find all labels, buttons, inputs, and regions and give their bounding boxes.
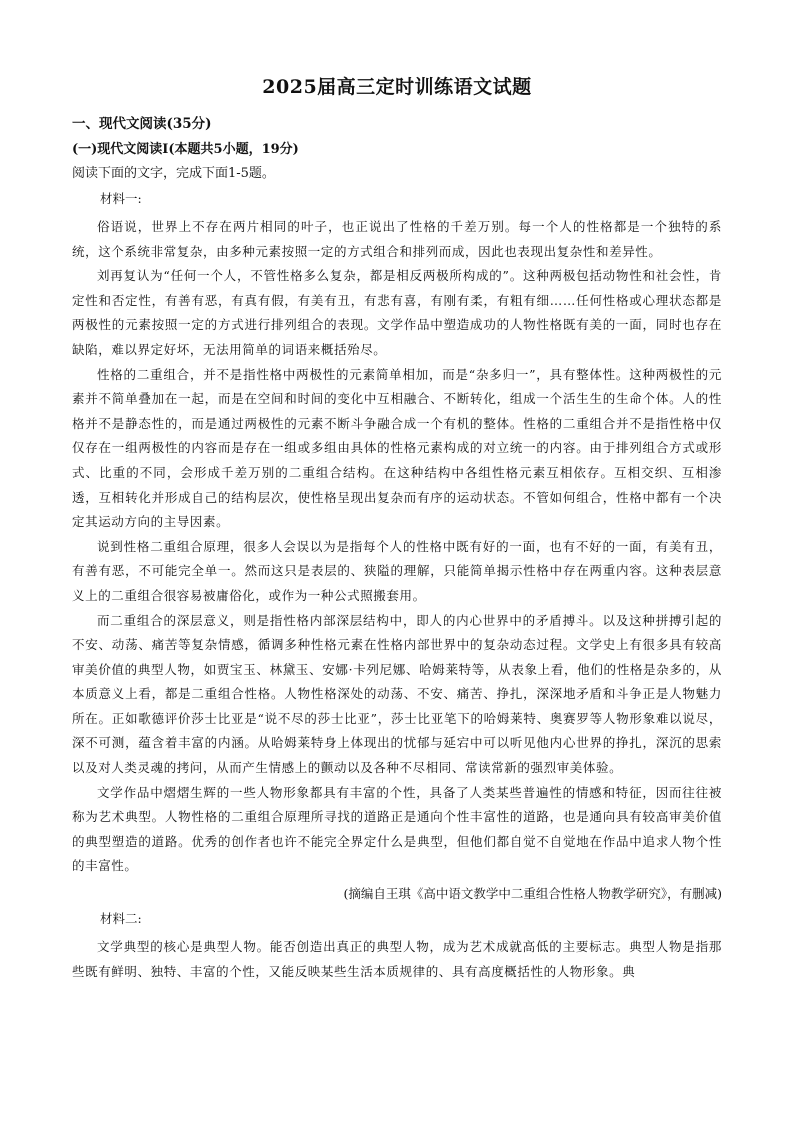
subsection-heading: (一)现代文阅读Ⅰ(本题共5小题，19分) bbox=[72, 142, 299, 157]
paragraph: 而二重组合的深层意义，则是指性格内部深层结构中，即人的内心世界中的矛盾搏斗。以及这种拼搏引起的不安、动荡、痛苦等复杂情感，循调多种性格元素在性格内部世界中的复杂动态过程。文学史上有很多具有较高审美价值的典型人物，如贾宝玉、林黛玉、安娜·卡列尼娜、哈姆莱特等，从表象上看，他们的性格是杂多的，从本质意义上看，都是二重组合性格。人物性格深处的动荡、不安、痛苦、挣扎，深深地矛盾和斗争正是人物魅力所在。正如歌德评价莎士比亚是“说不尽的莎士比亚”，莎士比亚笔下的哈姆莱特、奥赛罗等人物形象难以说尽，深不可测，蕴含着丰富的内涵。从哈姆莱特身上体现出的忧郁与延宕中可以听见他内心世界的挣扎，深沉的思索以及对人类灵魂的拷问，从而产生情感上的颤动以及各种不尽相同、常读常新的强烈审美体验。 bbox=[72, 612, 722, 776]
paragraph: 文学作品中熠熠生辉的一些人物形象都具有丰富的个性，具备了人类某些普遍性的情感和特征，因而往往被称为艺术典型。人物性格的二重组合原理所寻找的道路正是通向个性丰富性的道路，也是通向具有较高审美价值的典型塑造的道路。优秀的创作者也许不能完全界定什么是典型，但他们都自觉不自觉地在作品中追求人物个性的丰富性。 bbox=[72, 784, 722, 874]
source-citation: (摘编自王琪《高中语文教学中二重组合性格人物教学研究》，有删减) bbox=[343, 886, 722, 902]
paragraph: 刘再复认为“任何一个人，不管性格多么复杂，都是相反两极所构成的”。这种两极包括动物性和社会性，肯定性和否定性，有善有恶，有真有假，有美有丑，有悲有喜，有刚有柔，有粗有细……任何性格或心理状态都是两极性的元素按照一定的方式进行排列组合的表现。文学作品中塑造成功的人物性格既有美的一面，同时也存在缺陷，难以界定好坏，无法用简单的词语来概括殆尽。 bbox=[72, 268, 722, 357]
paragraph: 俗语说，世界上不存在两片相同的叶子，也正说出了性格的千差万别。每一个人的性格都是一个独特的系统，这个系统非常复杂，由多种元素按照一定的方式组合和排列而成，因此也表现出复杂性和差异性。 bbox=[72, 219, 722, 259]
section-heading: 一、现代文阅读(35分) bbox=[72, 116, 212, 132]
paragraph: 说到性格二重组合原理，很多人会误以为是指每个人的性格中既有好的一面，也有不好的一面，有美有丑，有善有恶，不可能完全单一。然而这只是表层的、狭隘的理解，只能简单揭示性格中存在两重内容。这种表层意义上的二重组合很容易被庸俗化，或作为一种公式照搬套用。 bbox=[72, 538, 722, 603]
material-label: 材料一: bbox=[100, 191, 142, 206]
reading-instruction: 阅读下面的文字，完成下面1-5题。 bbox=[72, 166, 275, 181]
exam-title: 2025届高三定时训练语文试题 bbox=[262, 76, 532, 98]
paragraph: 文学典型的核心是典型人物。能否创造出真正的典型人物，成为艺术成就高低的主要标志。典型人物是指那些既有鲜明、独特、丰富的个性，又能反映某些生活本质规律的、具有高度概括性的人物形象。典 bbox=[72, 939, 722, 979]
paragraph: 性格的二重组合，并不是指性格中两极性的元素简单相加，而是“杂多归一”，具有整体性。这种两极性的元素并不简单叠加在一起，而是在空间和时间的变化中互相融合、不断转化，组成一个活生生的生命个体。人的性格并不是静态性的，而是通过两极性的元素不断斗争融合成一个有机的整体。性格的二重组合并不是指性格中仅仅存在一组两极性的内容而是存在一组或多组由具体的性格元素构成的对立统一的内容。由于排列组合方式或形式、比重的不同，会形成千差万别的二重组合结构。在这种结构中各组性格元素互相依存。互相交织、互相渗透，互相转化并形成自己的结构层次，使性格呈现出复杂而有序的运动状态。不管如何组合，性格中都有一个决定其运动方向的主导因素。 bbox=[72, 366, 722, 530]
material-label: 材料二: bbox=[100, 911, 142, 927]
